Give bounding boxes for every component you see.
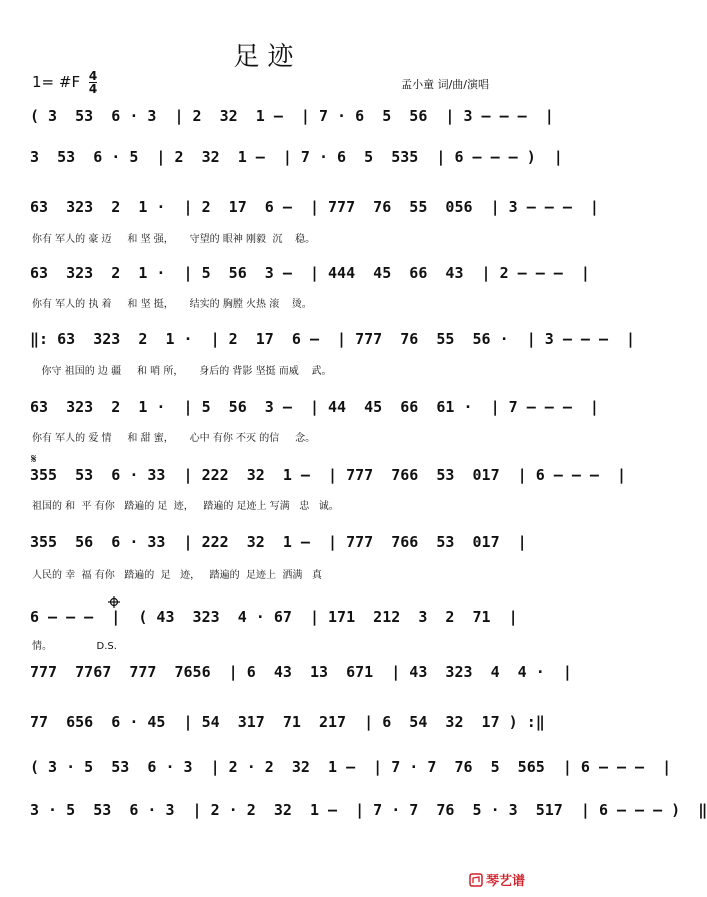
watermark-text: 琴艺谱 (485, 874, 525, 889)
notation-row-7: 355 53 6 · 33 | 222 32 1 – | 777 766 53 017 | 6 – – – | (30, 466, 627, 484)
notation-row-12: ( 3 · 5 53 6 · 3 | 2 · 2 32 1 – | 7 · 7 76 5 565 | 6 – – – | (30, 758, 672, 776)
lyric-row-6: 你有 军人的 爱 情 和 甜 蜜， 心中 有你 不灭 的信 念。 (32, 433, 316, 444)
notation-row-1: ( 3 53 6 · 3 | 2 32 1 – | 7 · 6 5 56 | 3 – – – | (30, 107, 554, 125)
notation-row-3: 63 323 2 1 · | 2 17 6 – | 777 76 55 056 | 3 – – – | (30, 198, 599, 216)
time-signature (89, 70, 97, 95)
coda-sign-icon (108, 596, 120, 608)
notation-row-13: 3 · 5 53 6 · 3 | 2 · 2 32 1 – | 7 · 7 76 5 · 3 517 | 6 – – – ) ‖ (30, 801, 707, 819)
lyric-row-8: 人民的 幸 福 有你 踏遍的 足 迹， 踏遍的 足迹上 洒满 真 (32, 570, 322, 581)
notation-row-4: 63 323 2 1 · | 5 56 3 – | 444 45 66 43 | 2 – – – | (30, 264, 590, 282)
lyric-row-4: 你有 军人的 执 着 和 坚 挺， 结实的 胸膛 火热 滚 烫。 (32, 299, 312, 310)
lyric-row-7: 祖国的 和 平 有你 踏遍的 足 迹， 踏遍的 足迹上 写满 忠 诚。 (32, 501, 339, 512)
lyric-row-5: 你守 祖国的 边 疆 和 哨 所， 身后的 背影 坚挺 而威 武。 (32, 366, 332, 377)
key-signature (32, 70, 97, 95)
site-watermark (469, 870, 525, 889)
song-title: 足迹 (233, 42, 302, 72)
credits: 孟小童 词/曲/演唱 (401, 78, 489, 91)
lyric-row-9: 情。 D.S. (32, 641, 117, 652)
music-logo-icon (469, 873, 483, 887)
notation-row-2: 3 53 6 · 5 | 2 32 1 – | 7 · 6 5 535 | 6 – – – ) | (30, 148, 563, 166)
notation-row-11: 77 656 6 · 45 | 54 317 71 217 | 6 54 32 17 ) :‖ (30, 713, 545, 731)
notation-row-10: 777 7767 777 7656 | 6 43 13 671 | 43 323 4 4 · | (30, 663, 572, 681)
notation-row-5: ‖: 63 323 2 1 · | 2 17 6 – | 777 76 55 56 · | 3 – – – | (30, 330, 636, 348)
lyric-row-3: 你有 军人的 豪 迈 和 坚 强， 守望的 眼神 刚毅 沉 稳。 (32, 234, 316, 245)
segno-sign: 𝄋 (31, 452, 37, 467)
time-signature-top: 4 (88, 69, 98, 83)
notation-row-6: 63 323 2 1 · | 5 56 3 – | 44 45 66 61 · | 7 – – – | (30, 398, 599, 416)
key-label: 1= #F (32, 73, 81, 91)
notation-row-8: 355 56 6 · 33 | 222 32 1 – | 777 766 53 017 | (30, 533, 527, 551)
time-signature-bottom: 4 (88, 82, 98, 96)
notation-row-9: 6 – – – | ( 43 323 4 · 67 | 171 212 3 2 71 | (30, 608, 518, 626)
